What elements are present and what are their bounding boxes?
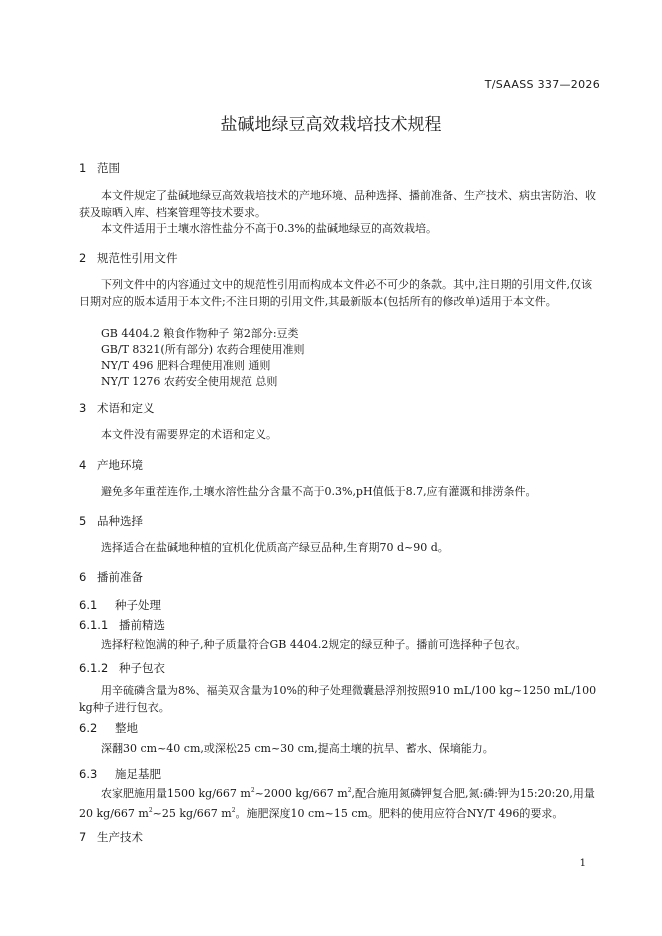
text-segment: 。施肥深度10 cm~15 cm。肥料的使用应符合NY/T 496的要求。: [235, 806, 564, 820]
paragraph-text: 选择籽粒饱满的种子,种子质量符合GB 4404.2规定的绿豆种子。播前可选择种子包衣。: [101, 638, 527, 651]
page-title: 盐碱地绿豆高效栽培技术规程: [220, 115, 442, 135]
text-segment: ~25 kg/667 m: [152, 806, 232, 820]
section-title: 术语和定义: [97, 401, 155, 415]
section-number: 3: [79, 401, 87, 415]
section-4-heading: [79, 457, 143, 473]
section-title: 规范性引用文件: [97, 251, 178, 265]
subsection-6-1-2-heading: [79, 660, 165, 676]
section-title: 播前准备: [97, 570, 143, 584]
section-number: 2: [79, 251, 87, 265]
paragraph-text: 避免多年重茬连作,土壤水溶性盐分含量不高于0.3%,pH值低于8.7,应有灌溉和排涝条件。: [101, 485, 537, 498]
section-number: 1: [79, 161, 87, 175]
subsection-6-3-paragraph: [79, 783, 600, 822]
section-7-heading: [79, 829, 143, 845]
superscript: 2: [148, 806, 153, 814]
subsection-6-2-paragraph: [79, 741, 600, 758]
subsection-6-1-1-paragraph: [79, 637, 600, 654]
section-number: 6.3: [79, 767, 98, 781]
paragraph-text: 选择适合在盐碱地种植的宜机化优质高产绿豆品种,生育期70 d~90 d。: [101, 541, 449, 554]
section-5-heading: [79, 513, 143, 529]
section-title: 品种选择: [97, 514, 143, 528]
section-number: 6.1: [79, 598, 98, 612]
subsection-6-1-2-paragraph: [79, 683, 600, 716]
reference-item: NY/T 496 肥料合理使用准则 通则: [101, 359, 271, 372]
section-3-paragraph-1: [79, 427, 600, 444]
paragraph-text: [79, 787, 595, 820]
section-number: 6.2: [79, 721, 98, 735]
section-number: 4: [79, 458, 87, 472]
paragraph-text: 深翻30 cm~40 cm,或深松25 cm~30 cm,提高土壤的抗旱、蓄水、保墒能力。: [101, 742, 494, 755]
section-title: 范围: [97, 161, 120, 175]
page-number: 1: [579, 858, 586, 869]
section-title: 整地: [115, 721, 138, 735]
section-number: 5: [79, 514, 87, 528]
reference-item: GB/T 8321(所有部分) 农药合理使用准则: [101, 343, 305, 356]
subsection-6-1-1-heading: [79, 617, 165, 633]
section-title: 施足基肥: [115, 767, 161, 781]
subsection-6-1-heading: [79, 597, 161, 613]
reference-item: NY/T 1276 农药安全使用规范 总则: [101, 375, 278, 388]
section-3-heading: [79, 400, 155, 416]
subsection-6-3-heading: [79, 766, 161, 782]
section-number: 6.1.2: [79, 661, 109, 675]
section-title: 种子处理: [115, 598, 161, 612]
section-title: 生产技术: [97, 830, 143, 844]
section-title: 种子包衣: [119, 661, 165, 675]
document-number: T/SAASS 337—2026: [484, 78, 600, 91]
paragraph-text: 本文件没有需要界定的术语和定义。: [101, 428, 277, 441]
paragraph-text: 下列文件中的内容通过文中的规范性引用而构成本文件必不可少的条款。其中,注日期的引用文件,仅该日期对应的版本适用于本文件;不注日期的引用文件,其最新版本(包括所有的修改单)适用于本文件。: [79, 278, 592, 308]
section-title: 播前精选: [119, 618, 165, 632]
section-5-paragraph-1: [79, 540, 600, 557]
section-6-heading: [79, 569, 143, 585]
reference-item: GB 4404.2 粮食作物种子 第2部分:豆类: [101, 327, 299, 340]
text-segment: 农家肥施用量1500 kg/667 m: [101, 787, 251, 800]
section-2-paragraph-1: [79, 277, 600, 310]
superscript: 2: [250, 787, 255, 794]
paragraph-text: 本文件规定了盐碱地绿豆高效栽培技术的产地环境、品种选择、播前准备、生产技术、病虫害防治、收获及晾晒入库、档案管理等技术要求。: [79, 189, 596, 219]
text-segment: ~2000 kg/667 m: [254, 787, 348, 800]
section-number: 6.1.1: [79, 618, 109, 632]
superscript: 2: [347, 787, 352, 794]
section-number: 7: [79, 830, 87, 844]
paragraph-text: 本文件适用于土壤水溶性盐分不高于0.3%的盐碱地绿豆的高效栽培。: [101, 222, 437, 235]
section-1-paragraph-1: [79, 188, 600, 221]
section-number: 6: [79, 570, 87, 584]
section-2-heading: [79, 250, 178, 266]
section-1-heading: [79, 160, 120, 176]
section-title: 产地环境: [97, 458, 143, 472]
superscript: 2: [231, 806, 236, 814]
section-4-paragraph-1: [79, 484, 600, 501]
text-segment: ,配合施用氮磷钾复合肥,氮:磷:钾为15:20:20,用量20 kg/667 m: [79, 787, 595, 820]
paragraph-text: 用辛硫磷含量为8%、福美双含量为10%的种子处理微囊悬浮剂按照910 mL/100 kg~1250 mL/100 kg种子进行包衣。: [79, 684, 597, 714]
section-1-paragraph-2: [79, 221, 600, 238]
subsection-6-2-heading: [79, 720, 138, 736]
